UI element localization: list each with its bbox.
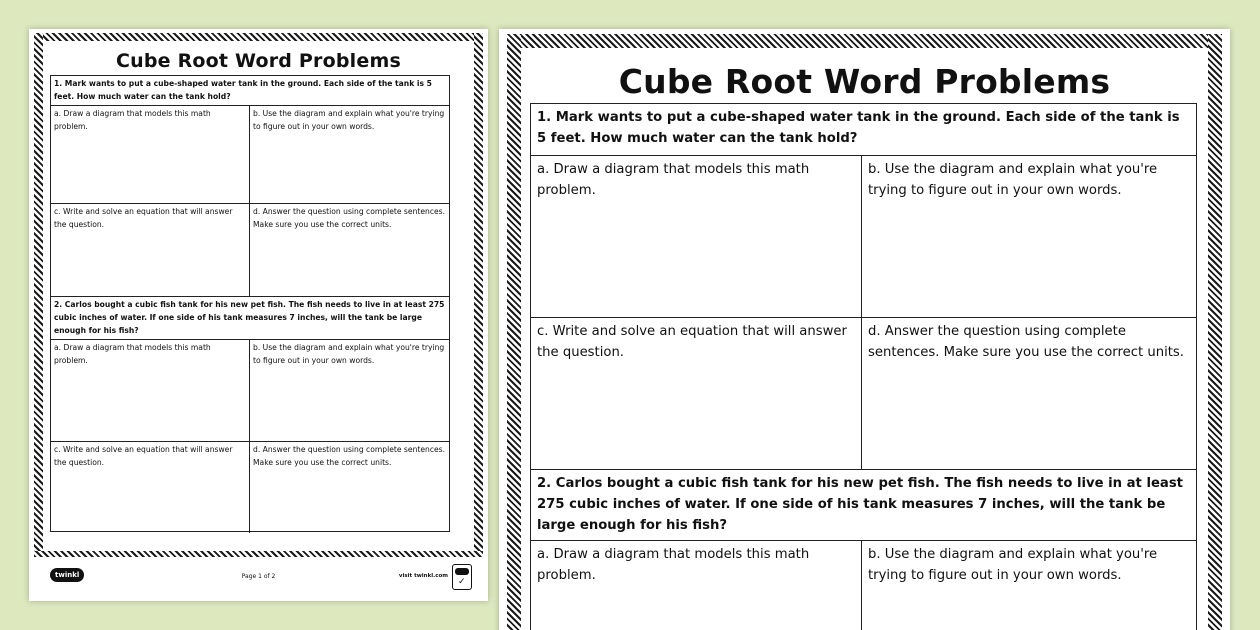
q1-part-c: c. Write and solve an equation that will answer the question. xyxy=(51,204,250,297)
hatched-border-top xyxy=(507,34,1222,48)
visit-link: visit twinkl.com xyxy=(398,573,448,579)
q2-part-b: b. Use the diagram and explain what you're trying to figure out in your own words. xyxy=(868,547,1158,583)
worksheet-title: Cube Root Word Problems xyxy=(618,62,1111,101)
hatched-border-top xyxy=(34,33,483,41)
q1-part-a: a. Draw a diagram that models this math problem. xyxy=(51,106,250,204)
question-2: 2. Carlos bought a cubic fish tank for his new pet fish. The fish needs to live in at least 275 cubic inches of water. If one side of his tank measures 7 inches, will the tank be large enough for his fish? xyxy=(531,470,1196,541)
q2-part-d: d. Answer the question using complete sentences. Make sure you use the correct units. xyxy=(253,445,446,467)
worksheet-title: Cube Root Word Problems xyxy=(116,50,401,72)
q1-part-a: a. Draw a diagram that models this math problem. xyxy=(531,156,862,318)
question-1: 1. Mark wants to put a cube-shaped water tank in the ground. Each side of the tank is 5 feet. How much water can the tank hold? xyxy=(531,104,1196,156)
page-footer xyxy=(29,557,488,601)
twinkl-logo: twinkl xyxy=(50,568,84,582)
hatched-border-right xyxy=(1208,34,1222,630)
hatched-border-left xyxy=(34,33,43,553)
q1-part-d: d. Answer the question using complete sentences. Make sure you use the correct units. xyxy=(250,204,449,297)
q1-part-d: d. Answer the question using complete sentences. Make sure you use the correct units. xyxy=(862,318,1196,470)
quality-check-badge-icon xyxy=(452,564,472,590)
check-icon: ✓ xyxy=(458,577,466,587)
worksheet-preview-large xyxy=(499,29,1230,630)
worksheet-preview-small xyxy=(29,29,488,601)
question-grid xyxy=(530,103,1197,630)
hatched-border-right xyxy=(474,33,483,553)
question-grid xyxy=(50,75,450,532)
q2-part-a: a. Draw a diagram that models this math problem. xyxy=(51,340,250,442)
q1-part-b: b. Use the diagram and explain what you're trying to figure out in your own words. xyxy=(250,106,449,204)
question-2: 2. Carlos bought a cubic fish tank for his new pet fish. The fish needs to live in at least 275 cubic inches of water. If one side of his tank measures 7 inches, will the tank be large enough for his fish? xyxy=(51,297,449,340)
q1-part-c: c. Write and solve an equation that will answer the question. xyxy=(531,318,862,470)
q1-part-b: b. Use the diagram and explain what you're trying to figure out in your own words. xyxy=(862,156,1196,318)
q2-part-b: b. Use the diagram and explain what you're trying to figure out in your own words. xyxy=(250,340,449,442)
badge-band xyxy=(455,568,469,575)
hatched-border-left xyxy=(507,34,521,630)
page-number: Page 1 of 2 xyxy=(241,573,276,580)
question-1: 1. Mark wants to put a cube-shaped water tank in the ground. Each side of the tank is 5 feet. How much water can the tank hold? xyxy=(51,76,449,106)
q2-part-c: c. Write and solve an equation that will answer the question. xyxy=(51,442,250,533)
q2-part-a: a. Draw a diagram that models this math problem. xyxy=(531,541,862,630)
